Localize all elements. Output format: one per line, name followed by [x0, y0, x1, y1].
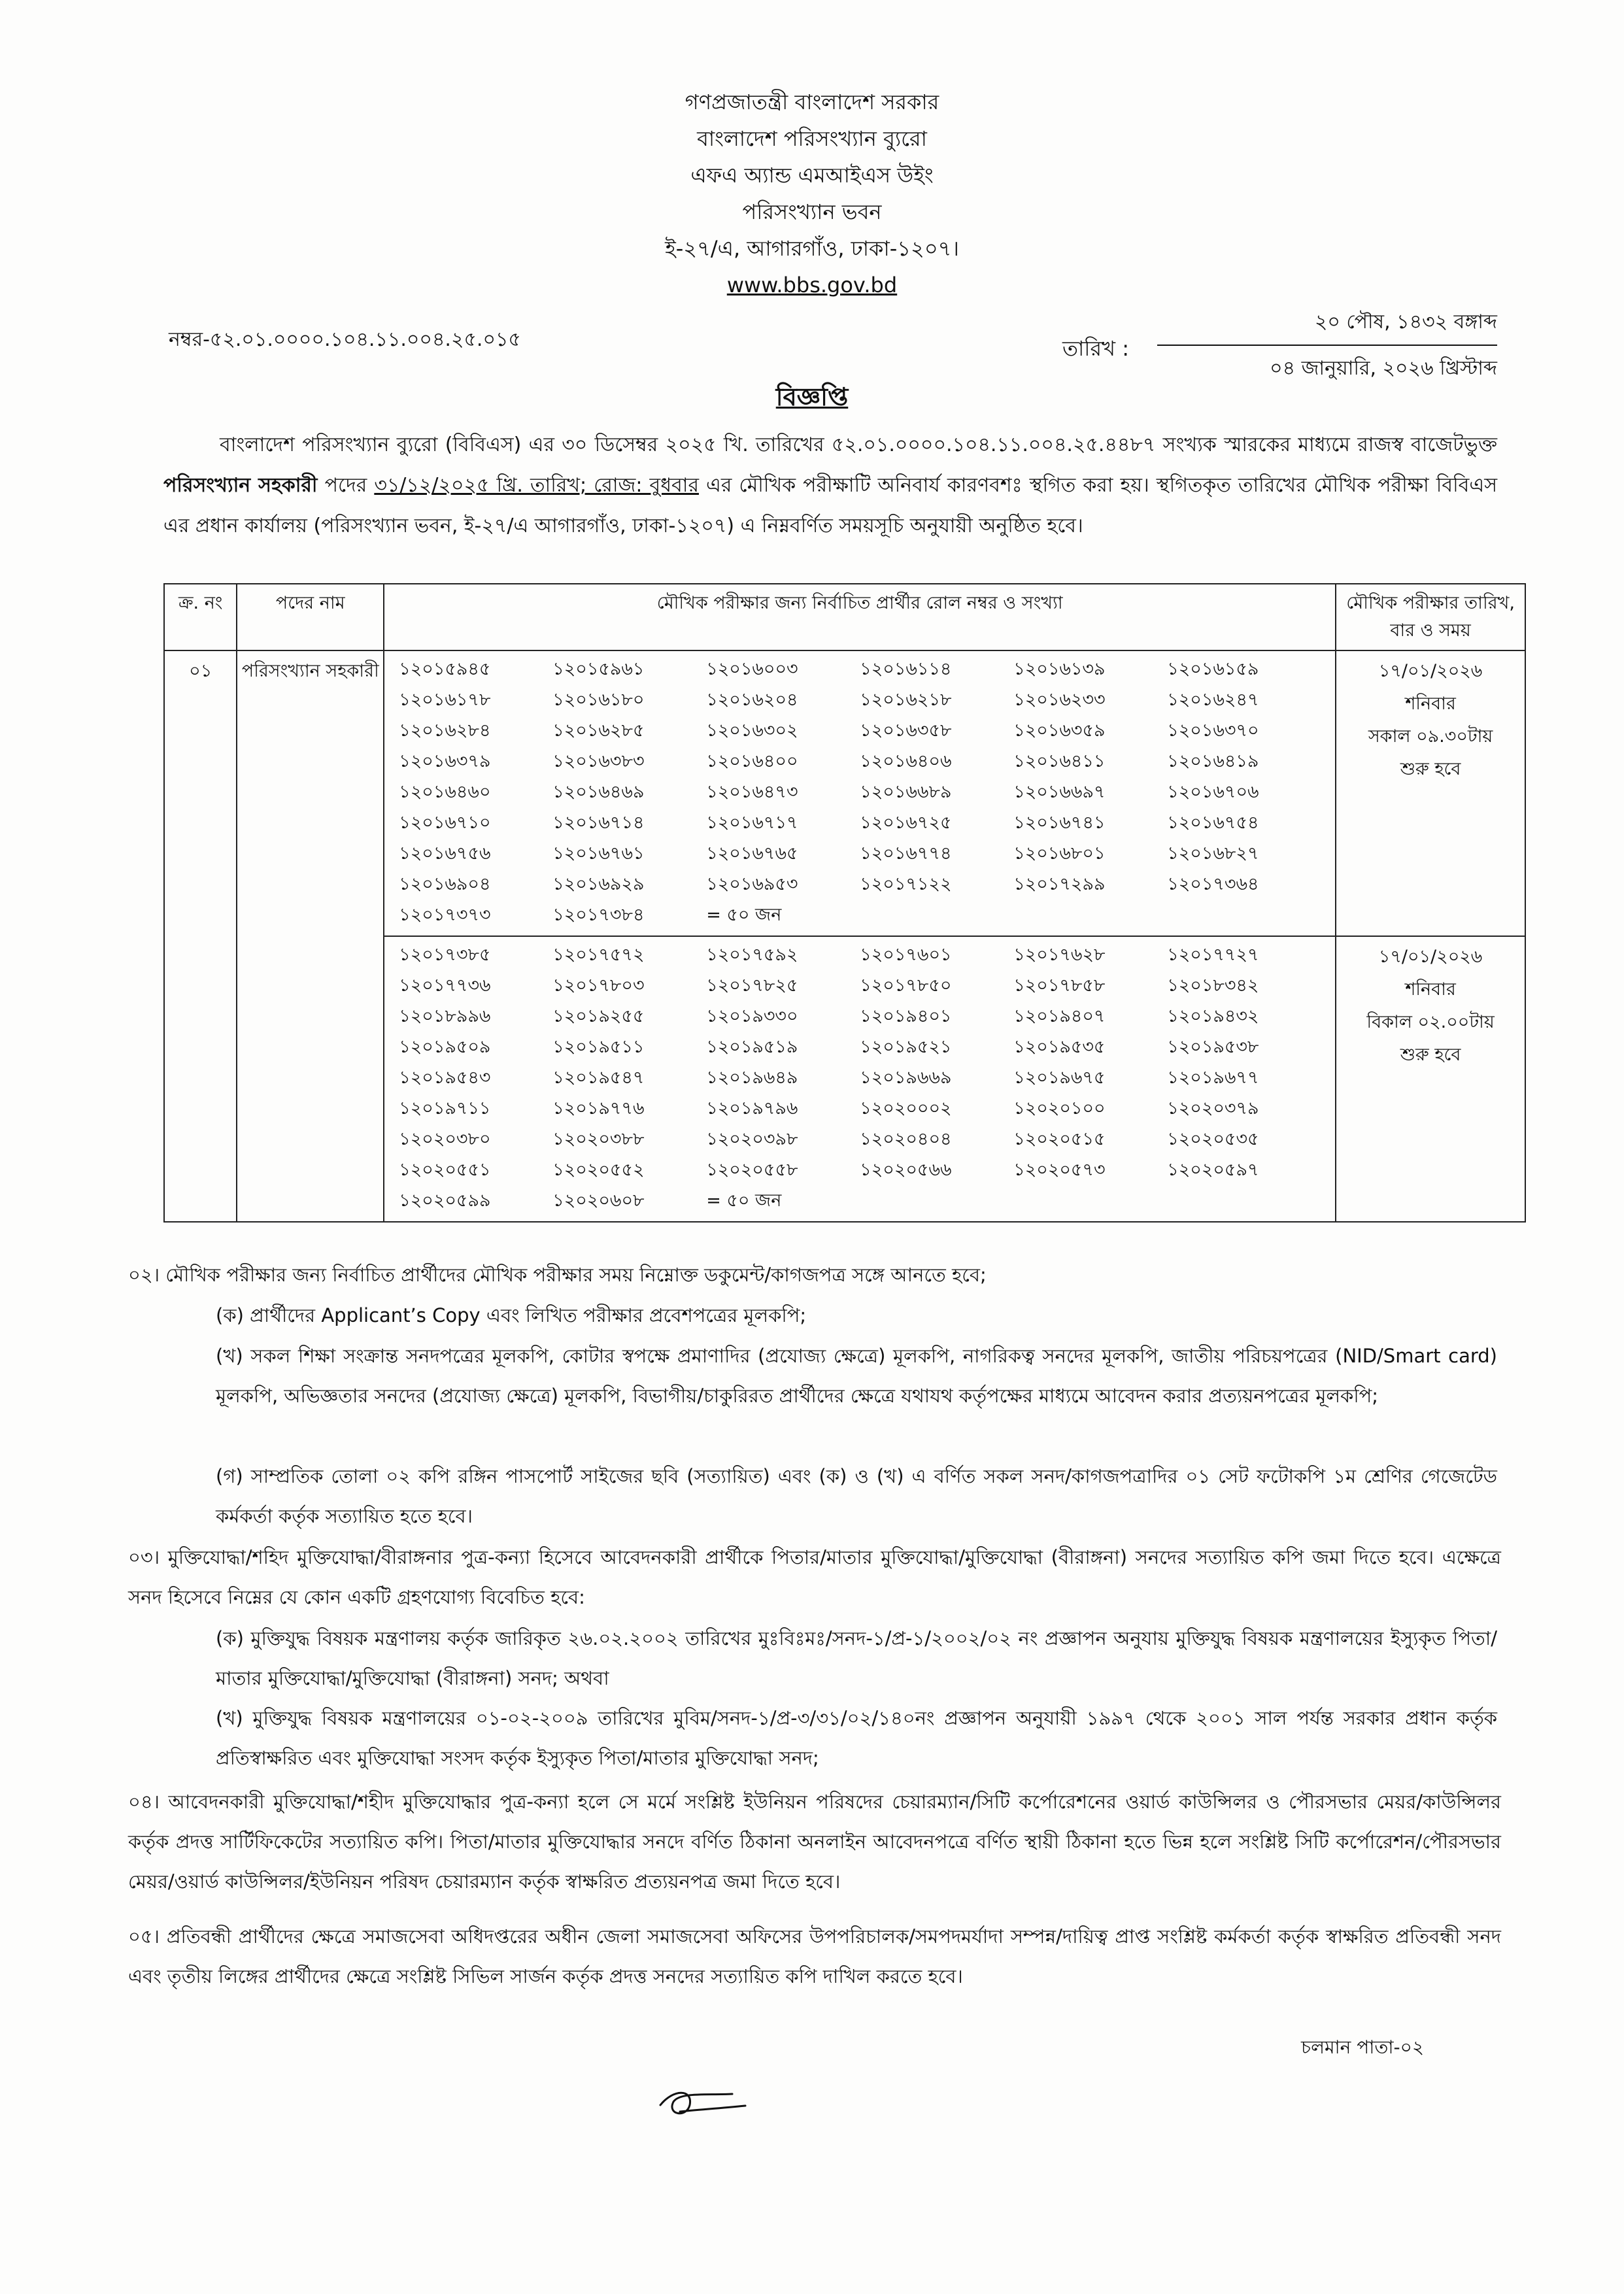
exam-schedule-cell: [1336, 650, 1525, 936]
roll-line: [399, 1064, 1321, 1094]
roll-number: ১২০১৬০০৩: [706, 659, 798, 679]
roll-number: ১২০১৬২৩৩: [1013, 690, 1106, 710]
roll-line: [399, 1156, 1321, 1187]
roll-number: ১২০১৬৪৬৯: [552, 782, 645, 802]
roll-number: ১২০১৬২৮৫: [552, 720, 645, 741]
roll-number: ১২০১৬৬৮৯: [860, 782, 952, 802]
roll-number: ১২০১৬৭০৬: [1167, 782, 1259, 802]
roll-line: [399, 971, 1321, 1002]
para-02-lead: ০২। মৌখিক পরীক্ষার জন্য নির্বাচিত প্রার্থীদের মৌখিক পরীক্ষার সময় নিম্নোক্ত ডকুমেন্ট/কাগজপত্র সঙ্গে আনতে হবে;: [128, 1264, 987, 1286]
exam-time: সকাল ০৯.৩০টায়: [1368, 726, 1493, 747]
roll-number: ১২০১৭৫৯২: [706, 945, 798, 965]
roll-number: ১২০১৬৭৫৪: [1167, 813, 1259, 833]
roll-number: ১২০১৮৩৪২: [1167, 975, 1259, 996]
roll-number: ১২০১৬৭১৭: [706, 813, 798, 833]
roll-numbers-cell: [384, 650, 1336, 936]
exam-day: শনিবার: [1405, 694, 1456, 714]
para-05: ০৫। প্রতিবন্ধী প্রার্থীদের ক্ষেত্রে সমাজসেবা অধিদপ্তরের অধীন জেলা সমাজসেবা অফিসের উপপরিচালক/সমপদমর্যাদা সম্পন্ন/দায়িত্ব প্রাপ্ত সংশ্লিষ্ট কর্মকর্তা কর্তৃক স্বাক্ষরিত প্রতিবন্ধী সনদ এবং তৃতীয় লিঙ্গের প্রার্থীদের ক্ষেত্রে সংশ্লিষ্ট সিভিল সার্জন কর্তৃক প্রদত্ত সনদের সত্যায়িত কপি দাখিল করতে হবে।: [128, 1925, 1501, 1987]
wing-name: এফএ অ্যান্ড এমআইএস উইং: [690, 163, 934, 188]
roll-number: ১২০১৯৬৪৯: [706, 1068, 798, 1088]
roll-number: ১২০১৬৪১১: [1013, 751, 1106, 771]
roll-number: ১২০১৬৩৮৩: [552, 751, 645, 771]
roll-number: ১২০১৬২৪৭: [1167, 690, 1259, 710]
roll-number: ১২০২০৪০৪: [860, 1129, 952, 1149]
roll-line: [399, 1002, 1321, 1033]
roll-number: ১২০২০৫৬৬: [860, 1160, 952, 1180]
roll-number: ১২০১৯৫৩৮: [1167, 1037, 1259, 1057]
para-03-kha: (খ) মুক্তিযুদ্ধ বিষয়ক মন্ত্রণালয়ের ০১-০২-২০০৯ তারিখের মুবিম/সনদ-১/প্র-৩/৩১/০২/১৪০নং প্রজ্ঞাপন অনুযায়ী ১৯৯৭ থেকে ২০০১ সাল পর্যন্ত সরকার প্রধান কর্তৃক প্রতিস্বাক্ষরিত এবং মুক্তিযোদ্ধা সংসদ কর্তৃক ইস্যুকৃত পিতা/মাতার মুক্তিযোদ্ধা সনদ;: [216, 1707, 1497, 1769]
roll-line: [399, 901, 1321, 932]
roll-number: ১২০১৯৫৪৭: [552, 1068, 645, 1088]
roll-line: [399, 778, 1321, 809]
roll-number: ১২০১৮৯৯৬: [399, 1006, 491, 1026]
roll-line: [399, 686, 1321, 717]
roll-number: ১২০১৭৮০৩: [552, 975, 645, 996]
roll-number: ১২০১৬৩৭০: [1167, 720, 1259, 741]
exam-start: শুরু হবে: [1400, 759, 1461, 779]
roll-number: ১২০১৯৪০৭: [1013, 1006, 1106, 1026]
roll-number: ১২০১৭৬২৮: [1013, 945, 1106, 965]
exam-date: ১৭/০১/২০২৬: [1378, 947, 1483, 967]
roll-number: ১২০১৬৬৯৭: [1013, 782, 1106, 802]
header-post: পদের নাম: [237, 584, 384, 650]
roll-number: ১২০১৯২৫৫: [552, 1006, 645, 1026]
roll-number: ১২০২০৫৭৩: [1013, 1160, 1106, 1180]
header-exam: মৌখিক পরীক্ষার তারিখ, বার ও সময়: [1336, 584, 1525, 650]
intro-paragraph: বাংলাদেশ পরিসংখ্যান ব্যুরো (বিবিএস) এর ৩০ ডিসেম্বর ২০২৫ খি. তারিখের ৫২.০১.০০০০.১০৪.১১.০০৪.২৫.৪৪৮৭ সংখ্যক স্মারকের মাধ্যমে রাজস্ব বাজেটভুক্ত পরিসংখ্যান সহকারী পদের ৩১/১২/২০২৫ খ্রি. তারিখ; রোজ: বুধবার এর মৌখিক পরীক্ষাটি অনিবার্য কারণবশঃ স্থগিত করা হয়। স্থগিতকৃত তারিখের মৌখিক পরীক্ষা বিবিএস এর প্রধান কার্যালয় (পরিসংখ্যান ভবন, ই-২৭/এ আগারগাঁও, ঢাকা-১২০৭) এ নিম্নবর্ণিত সময়সূচি অনুযায়ী অনুষ্ঠিত হবে।: [163, 433, 1498, 537]
roll-number: ১২০১৬১৮০: [552, 690, 645, 710]
roll-line: [399, 655, 1321, 686]
roll-number: ১২০১৯৫৩৫: [1013, 1037, 1106, 1057]
address: ই-২৭/এ, আগারগাঁও, ঢাকা-১২০৭।: [665, 236, 959, 261]
roll-number: ১২০১৬৮০১: [1013, 843, 1106, 864]
roll-number: ১২০১৬৪৬০: [399, 782, 491, 802]
building-name: পরিসংখ্যান ভবন: [742, 199, 882, 224]
roll-line: [399, 1187, 1321, 1217]
roll-number: ১২০১৯৩৩০: [706, 1006, 798, 1026]
roll-number: ১২০১৬৩৭৯: [399, 751, 491, 771]
roll-number: ১২০১৬৪০৬: [860, 751, 952, 771]
para-03-ka: (ক) মুক্তিযুদ্ধ বিষয়ক মন্ত্রণালয় কর্তৃক জারিকৃত ২৬.০২.২০০২ তারিখের মুঃবিঃমঃ/সনদ-১/প্র-১/২০০২/০২ নং প্রজ্ঞাপন অনুযায় মুক্তিযুদ্ধ বিষয়ক মন্ত্রণালয়ের ইস্যুকৃত পিতা/মাতার মুক্তিযোদ্ধা/মুক্তিযোদ্ধা (বীরাঙ্গনা) সনদ; অথবা: [216, 1627, 1497, 1689]
roll-number: ১২০১৯৬৬৯: [860, 1068, 952, 1088]
date-english: ০৪ জানুয়ারি, ২০২৬ খ্রিস্টাব্দ: [1270, 357, 1497, 380]
exam-date: ১৭/০১/২০২৬: [1378, 661, 1483, 681]
continued-page-label: চলমান পাতা-০২: [1301, 2036, 1425, 2058]
roll-number: ১২০২০৫৫১: [399, 1160, 491, 1180]
roll-number: ১২০১৯৭১১: [399, 1098, 491, 1119]
roll-number: ১২০২০৫৯৭: [1167, 1160, 1259, 1180]
roll-number: ১২০১৯৫০৯: [399, 1037, 491, 1057]
header-sl: ক্র. নং: [164, 584, 237, 650]
roll-number: ১২০১৬২০৪: [706, 690, 798, 710]
roll-number: ১২০১৬৩৫৮: [860, 720, 952, 741]
roll-number: ১২০১৭২৯৯: [1013, 874, 1106, 894]
roll-number: ১২০১৬১১৪: [860, 659, 952, 679]
para-03-lead: ০৩। মুক্তিযোদ্ধা/শহিদ মুক্তিযোদ্ধা/বীরাঙ্গনার পুত্র-কন্যা হিসেবে আবেদনকারী প্রার্থীকে পিতার/মাতার মুক্তিযোদ্ধা/মুক্তিযোদ্ধা (বীরাঙ্গনা) সনদের সত্যায়িত কপি জমা দিতে হবে। এক্ষেত্রে সনদ হিসেবে নিম্নের যে কোন একটি গ্রহণযোগ্য বিবেচিত হবে:: [128, 1546, 1501, 1608]
roll-numbers-cell: [384, 936, 1336, 1222]
roll-number: ১২০১৭৮৫৮: [1013, 975, 1106, 996]
bureau-name: বাংলাদেশ পরিসংখ্যান ব্যুরো: [697, 126, 927, 151]
memo-number: নম্বর-৫২.০১.০০০০.১০৪.১১.০০৪.২৫.০১৫: [169, 328, 521, 351]
roll-number: ১২০১৭৩৭৩: [399, 905, 491, 925]
roll-number: ১২০১৬৩০২: [706, 720, 798, 741]
roll-number: ১২০২০১০০: [1013, 1098, 1106, 1119]
roll-line: [399, 870, 1321, 901]
para-02-ga: (গ) সাম্প্রতিক তোলা ০২ কপি রঙ্গিন পাসপোর্ট সাইজের ছবি (সত্যায়িত) এবং (ক) ও (খ) এ বর্ণিত সকল সনদ/কাগজপত্রাদির ০১ সেট ফটোকপি ১ম শ্রেণির গেজেটেড কর্মকর্তা কর্তৃক সত্যায়িত হতে হবে।: [216, 1465, 1497, 1527]
letterhead: [0, 84, 1624, 303]
date-bangla: ২০ পৌষ, ১৪৩২ বঙ্গাব্দ: [1157, 306, 1497, 346]
roll-number: ১২০১৬১৩৯: [1013, 659, 1106, 679]
roll-number: ১২০১৯৪৩২: [1167, 1006, 1259, 1026]
roll-number: ১২০২০৫৩৫: [1167, 1129, 1259, 1149]
roll-line: [399, 839, 1321, 870]
website-link[interactable]: www.bbs.gov.bd: [726, 273, 898, 297]
roll-number: ১২০১৯৭৯৬: [706, 1098, 798, 1119]
roll-number: ১২০১৬৭৬৫: [706, 843, 798, 864]
roll-number: ১২০১৬৭৫৬: [399, 843, 491, 864]
roll-number: ১২০১৬২৮৪: [399, 720, 491, 741]
roll-number: ১২০১৯৭৭৬: [552, 1098, 645, 1119]
roll-number: ১২০১৬৪০০: [706, 751, 798, 771]
roll-number: ১২০১৯৫৪৩: [399, 1068, 491, 1088]
roll-number: ১২০১৯৫১১: [552, 1037, 645, 1057]
notice-title: বিজ্ঞপ্তি: [775, 382, 849, 411]
roll-number: ১২০২০৫১৫: [1013, 1129, 1106, 1149]
roll-line: [399, 1033, 1321, 1064]
roll-number: ১২০২০৬০৮: [552, 1190, 645, 1211]
roll-number: ১২০১৫৯৪৫: [399, 659, 491, 679]
post-cell: পরিসংখ্যান সহকারী: [237, 650, 384, 1222]
roll-number: ১২০১৭৭৩৬: [399, 975, 491, 996]
roll-line: [399, 809, 1321, 839]
roll-number: ১২০১৬৪১৯: [1167, 751, 1259, 771]
roll-number: ১২০১৯৪০১: [860, 1006, 952, 1026]
roll-line: [399, 1094, 1321, 1125]
roll-number: ১২০১৭১২২: [860, 874, 952, 894]
roll-number: ১২০১৬৮২৭: [1167, 843, 1259, 864]
signature-mark: [654, 2076, 752, 2128]
postponed-date: ৩১/১২/২০২৫ খ্রি. তারিখ; রোজ: বুধবার: [374, 474, 699, 497]
roll-number: ১২০২০৩৭৯: [1167, 1098, 1259, 1119]
roll-number: ১২০১৬৯৫৩: [706, 874, 798, 894]
roll-number: ১২০১৯৬৭৭: [1167, 1068, 1259, 1088]
roll-number: ১২০১৬৭১০: [399, 813, 491, 833]
roll-number: ১২০১৬৭৪১: [1013, 813, 1106, 833]
para-04: ০৪। আবেদনকারী মুক্তিযোদ্ধা/শহীদ মুক্তিযোদ্ধার পুত্র-কন্যা হলে সে মর্মে সংশ্লিষ্ট ইউনিয়ন পরিষদের চেয়ারম্যান/সিটি কর্পোরেশনের ওয়ার্ড কাউন্সিলর ও পৌরসভার মেয়র/কাউন্সিলর কর্তৃক প্রদত্ত সার্টিফিকেটের সত্যায়িত কপি। পিতা/মাতার মুক্তিযোদ্ধার সনদে বর্ণিত ঠিকানা অনলাইন আবেদনপত্রে বর্ণিত স্থায়ী ঠিকানা হতে ভিন্ন হলে সংশ্লিষ্ট সিটি কর্পোরেশন/পৌরসভার মেয়র/ওয়ার্ড কাউন্সিলর/ইউনিয়ন পরিষদ চেয়ারম্যান কর্তৃক স্বাক্ষরিত প্রত্যয়নপত্র জমা দিতে হবে।: [128, 1791, 1501, 1893]
exam-day: শনিবার: [1405, 979, 1456, 1000]
serial-cell: ০১: [164, 650, 237, 1222]
exam-schedule-cell: [1336, 936, 1525, 1222]
roll-number: ১২০২০৫৯৯: [399, 1190, 491, 1211]
roll-number: ১২০১৬২১৮: [860, 690, 952, 710]
date-block: [1157, 306, 1497, 386]
para-02-kha: (খ) সকল শিক্ষা সংক্রান্ত সনদপত্রের মূলকপি, কোটার স্বপক্ষে প্রমাণাদির (প্রযোজ্য ক্ষেত্রে) মূলকপি, নাগরিকত্ব সনদের মূলকপি, জাতীয় পরিচয়পত্রের (NID/Smart card) মূলকপি, অভিজ্ঞতার সনদের (প্রযোজ্য ক্ষেত্রে) মূলকপি, বিভাগীয়/চাকুরিরত প্রার্থীদের ক্ষেত্রে যথাযথ কর্তৃপক্ষের মাধ্যমে আবেদন করার প্রত্যয়নপত্রের মূলকপি;: [216, 1345, 1497, 1407]
roll-number: ১২০১৭৩৮৫: [399, 945, 491, 965]
roll-number: ১২০১৬৯০৪: [399, 874, 491, 894]
header-rolls: মৌখিক পরীক্ষার জন্য নির্বাচিত প্রার্থীর রোল নম্বর ও সংখ্যা: [384, 584, 1336, 650]
roll-number: ১২০২০৩৮০: [399, 1129, 491, 1149]
roll-number: ১২০২০৩৮৮: [552, 1129, 645, 1149]
roll-number: ১২০১৬৯২৯: [552, 874, 645, 894]
roll-number: ১২০১৬৩৫৯: [1013, 720, 1106, 741]
roll-number: ১২০১৬৭২৫: [860, 813, 952, 833]
govt-name: গণপ্রজাতন্ত্রী বাংলাদেশ সরকার: [685, 90, 939, 114]
exam-time: বিকাল ০২.০০টায়: [1366, 1012, 1495, 1032]
roll-number: ১২০১৭৩৬৪: [1167, 874, 1259, 894]
roll-number: ১২০১৬৭৭৪: [860, 843, 952, 864]
exam-start: শুরু হবে: [1400, 1045, 1461, 1065]
roll-number: ১২০১৯৬৭৫: [1013, 1068, 1106, 1088]
roll-table: [163, 583, 1526, 1223]
roll-number: ১২০১৭৫৭২: [552, 945, 645, 965]
roll-number: ১২০১৭৩৮৪: [552, 905, 645, 925]
roll-number: ১২০১৬১৭৮: [399, 690, 491, 710]
roll-line: [399, 1125, 1321, 1156]
roll-number: ১২০১৬৭১৪: [552, 813, 645, 833]
roll-number: ১২০১৬৭৬১: [552, 843, 645, 864]
date-label: তারিখ :: [1062, 336, 1130, 361]
roll-number: ১২০১৬৪৭৩: [706, 782, 798, 802]
roll-number: ১২০২০৫৫২: [552, 1160, 645, 1180]
roll-number: ১২০১৫৯৬১: [552, 659, 645, 679]
roll-number: ১২০২০০০২: [860, 1098, 952, 1119]
roll-number: ১২০২০৫৫৮: [706, 1160, 798, 1180]
roll-number: ১২০১৯৫১৯: [706, 1037, 798, 1057]
roll-number: ১২০১৭৭২৭: [1167, 945, 1259, 965]
para-02-ka: (ক) প্রার্থীদের Applicant’s Copy এবং লিখিত পরীক্ষার প্রবেশপত্রের মূলকপি;: [216, 1304, 807, 1326]
roll-line: [399, 717, 1321, 747]
roll-number: ১২০১৬১৫৯: [1167, 659, 1259, 679]
roll-number: ১২০১৭৬০১: [860, 945, 952, 965]
roll-group-row: [164, 650, 1525, 936]
post-name-bold: পরিসংখ্যান সহকারী: [163, 474, 318, 497]
roll-number: ১২০১৯৫২১: [860, 1037, 952, 1057]
roll-line: [399, 941, 1321, 971]
roll-line: [399, 747, 1321, 778]
roll-number: ১২০২০৩৯৮: [706, 1129, 798, 1149]
roll-number: = ৫০ জন: [706, 905, 782, 925]
roll-number: ১২০১৭৮৫০: [860, 975, 952, 996]
roll-number: ১২০১৭৮২৫: [706, 975, 798, 996]
roll-number: = ৫০ জন: [706, 1190, 782, 1211]
